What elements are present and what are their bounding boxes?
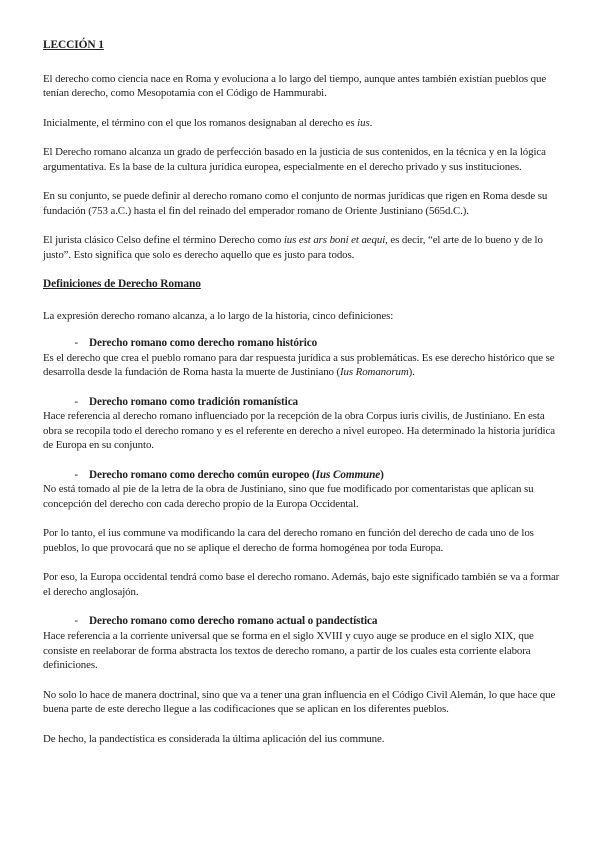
paragraph-ius-commune-modifica: Por lo tanto, el ius commune va modificando la cara del derecho romano en función del derecho de cada uno de los pueblos, lo que provocará que no se aplique el derecho de forma homogénea por toda Europa. — [43, 527, 534, 555]
paragraph-celso — [43, 233, 563, 262]
definition-text-end: ). — [408, 366, 415, 379]
definition-heading-comun-end: ) — [380, 468, 384, 481]
definition-heading-text: Derecho romano como derecho romano actual o pandectística — [89, 615, 378, 628]
definition-heading-text: Derecho romano como tradición romanística — [89, 395, 299, 408]
term-ius-romanorum: Ius Romanorum — [340, 366, 409, 379]
definition-heading-text — [89, 468, 384, 483]
lesson-title: LECCIÓN 1 — [43, 39, 104, 51]
paragraph-conjunto: En su conjunto, se puede definir al derecho romano como el conjunto de normas jurídicas que rigen en Roma desde su fundación (753 a.C.) hasta el fin del reinado del emperador romano de Oriente Justiniano (565d.C.). — [43, 189, 548, 217]
dash-marker: - — [74, 395, 78, 408]
term-ius: ius — [357, 116, 370, 129]
paragraph-ius — [43, 116, 563, 131]
paragraph-ius-end: . — [369, 116, 373, 129]
section-title: Definiciones de Derecho Romano — [43, 277, 201, 290]
definition-heading-comun — [43, 468, 563, 483]
paragraph-perfeccion: El Derecho romano alcanza un grado de perfección basado en la justicia de sus contenidos, en la técnica y en la lógica argumentativa. Es la base de la cultura jurídica europea, especialmente en el derecho privado y sus instituciones. — [43, 145, 546, 173]
definition-heading-text: Derecho romano como derecho romano histórico — [89, 337, 318, 350]
paragraph-intro-roma: El derecho como ciencia nace en Roma y evoluciona a lo largo del tiempo, aunque antes también existían pueblos que tenían derecho, como Mesopotamia con el Código de Hammurabi. — [43, 72, 547, 100]
definition-heading-tradicion — [43, 395, 563, 410]
paragraph-europa-occidental: Por eso, la Europa occidental tendrá como base el derecho romano. Además, bajo este significado también se va a formar el derecho anglosajón. — [43, 571, 560, 599]
definition-heading-comun-text: Derecho romano como derecho común europeo ( — [89, 468, 316, 481]
paragraph-celso-text: El jurista clásico Celso define el término Derecho como — [43, 233, 284, 246]
definition-text: Es el derecho que crea el pueblo romano para dar respuesta jurídica a sus problemáticas. Es ese derecho histórico que se desarrolla desde la fundación de Roma hasta la muerte de Justiniano ( — [43, 351, 555, 379]
definition-heading-historico — [43, 336, 563, 351]
dash-marker: - — [74, 615, 78, 628]
definition-text-pandectistica: Hace referencia a la corriente universal que se forma en el siglo XVIII y cuyo auge se produce en el siglo XIX, que consiste en reelaborar de forma abstracta los textos de derecho romano, a partir de los cuales esta corriente elabora definiciones. — [43, 630, 534, 672]
definition-text-historico — [43, 351, 563, 380]
paragraph-definitions-intro: La expresión derecho romano alcanza, a lo largo de la historia, cinco definiciones: — [43, 309, 394, 322]
dash-marker: - — [74, 337, 78, 350]
definition-heading-pandectistica — [43, 614, 563, 629]
term-ius-commune: Ius Commune — [315, 468, 381, 481]
paragraph-celso-end: , es decir, “el arte de lo bueno y de lo justo”. Esto significa que solo es derecho aquello que es justo para todos. — [43, 233, 543, 261]
paragraph-ultima-aplicacion: De hecho, la pandectística es considerada la última aplicación del ius commune. — [43, 732, 385, 745]
paragraph-codigo-civil-aleman: No solo lo hace de manera doctrinal, sino que va a tener una gran influencia en el Código Civil Alemán, lo que hace que buena parte de este derecho llegue a las codificaciones que se aplican en los diferentes pueblos. — [43, 688, 556, 716]
definition-text-comun: No está tomado al pie de la letra de la obra de Justiniano, sino que fue modificado por comentaristas que aplican su concepción del derecho con cada derecho propio de la Europa Occidental. — [43, 483, 534, 511]
document-page — [43, 38, 563, 761]
dash-marker: - — [74, 468, 78, 481]
term-ius-est-ars: ius est ars boni et aequi — [283, 233, 386, 246]
paragraph-ius-text: Inicialmente, el término con el que los romanos designaban al derecho es — [43, 116, 358, 129]
definition-text-tradicion: Hace referencia al derecho romano influenciado por la recepción de la obra Corpus iuris civilis, de Justiniano. En esta obra se recopila todo el derecho romano y es el referente en derecho a nivel europeo. Ha determinado la historia jurídica de Europa en su conjunto. — [43, 410, 555, 452]
